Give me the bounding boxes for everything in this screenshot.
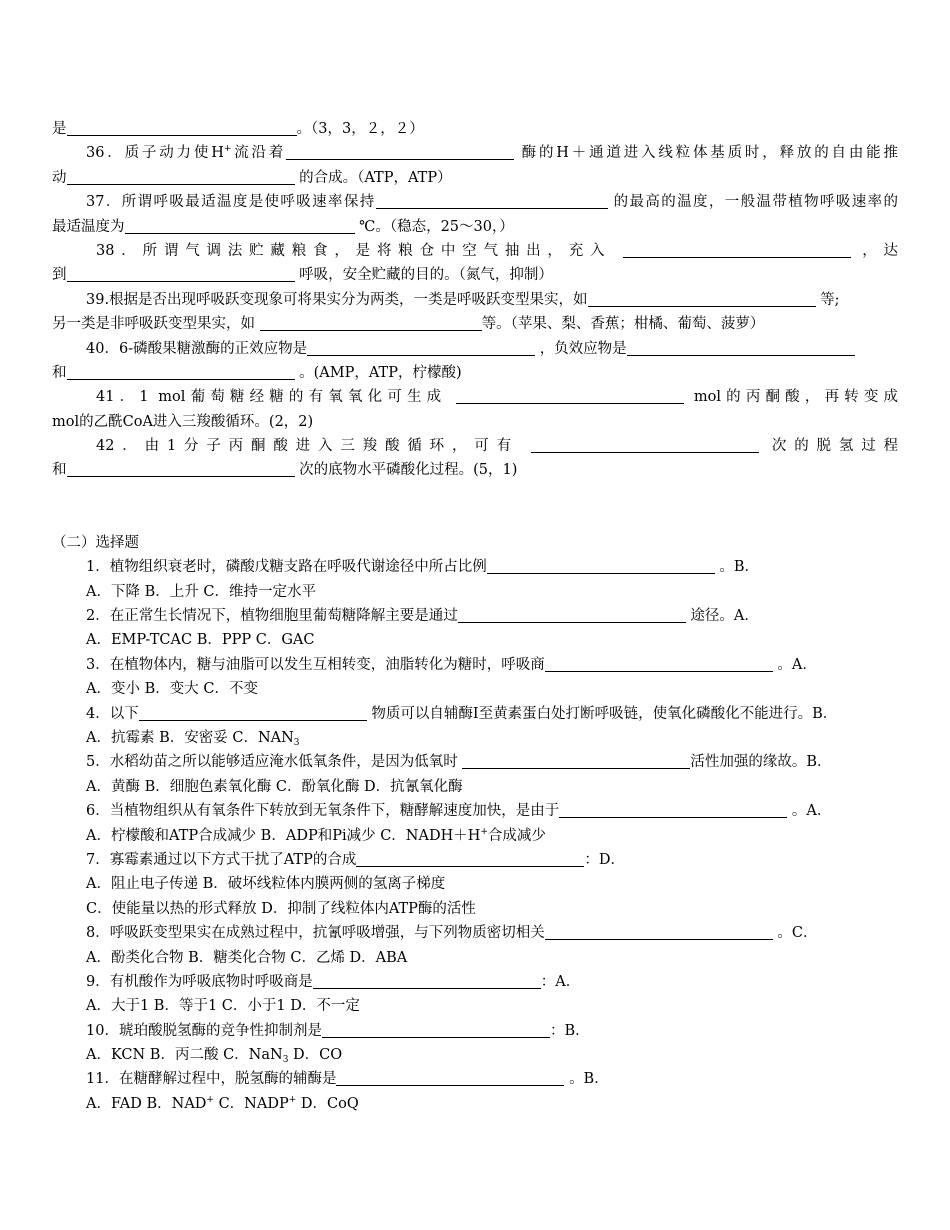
choice-q2: 2．在正常生长情况下，植物细胞里葡萄糖降解主要是通过 途径。A． xyxy=(86,608,759,625)
choice-q3: 3．在植物体内，糖与油脂可以发生互相转变，油脂转化为糖时，呼吸商 。A． xyxy=(86,656,817,673)
choice-q11: 11．在糖酵解过程中，脱氢酶的辅酶是 。B． xyxy=(86,1071,609,1088)
answer-blank[interactable] xyxy=(67,169,295,185)
answer-blank[interactable] xyxy=(623,242,851,258)
q36-line1: 36．质子动力使H+流沿着 酶的H＋通道进入线粒体基质时，释放的自由能推 xyxy=(86,144,898,162)
choice-q10: 10．琥珀酸脱氢酶的竞争性抑制剂是 ：B． xyxy=(86,1022,590,1039)
choice-q1: 1．植物组织衰老时，磷酸戊糖支路在呼吸代谢途径中所占比例 。B． xyxy=(86,559,759,576)
answer-blank[interactable] xyxy=(336,1070,564,1086)
q37-line2: 最适温度为 ℃。（稳态，25～30，） xyxy=(52,218,514,235)
worksheet-page xyxy=(52,117,898,1116)
choice-q11-options: A．FAD B．NAD+ C．NADP+ D．CoQ xyxy=(86,1094,359,1112)
q40-line1: 40．6-磷酸果糖激酶的正效应物是 ，负效应物是 xyxy=(52,337,898,361)
answer-blank[interactable] xyxy=(260,315,482,331)
answer-blank[interactable] xyxy=(67,461,295,477)
choice-q10-options: A．KCN B．丙二酸 C．NaN$_3$ D．CO xyxy=(86,1047,343,1066)
q41-line1: 41．1 mol葡萄糖经糖的有氧氧化可生成 mol的丙酮酸，再转变成 xyxy=(96,389,899,406)
choice-q9: 9．有机酸作为呼吸底物时呼吸商是 ：A． xyxy=(86,973,581,990)
answer-blank[interactable] xyxy=(322,1022,550,1038)
q39-line1: 39.根据是否出现呼吸跃变现象可将果实分为两类，一类是呼吸跃变型果实，如 等; xyxy=(86,291,840,308)
answer-blank[interactable] xyxy=(67,120,297,136)
answer-blank[interactable] xyxy=(313,973,541,989)
q41-line2: mol的乙酰CoA进入三羧酸循环。(2，2) xyxy=(52,413,314,430)
choice-q9-options: A．大于1 B．等于1 C．小于1 D．不一定 xyxy=(86,998,360,1015)
choice-q5: 5．水稻幼苗之所以能够适应淹水低氧条件，是因为低氧时 活性加强的缘故。B． xyxy=(86,754,832,771)
q38-line1: 38．所谓气调法贮藏粮食，是将粮仓中空气抽出，充入 ，达 xyxy=(96,242,899,259)
answer-blank[interactable] xyxy=(456,388,684,404)
choice-q6-options: A．柠檬酸和ATP合成减少 B．ADP和Pi减少 C．NADH＋H+合成减少 xyxy=(86,826,546,844)
choice-q4: 4．以下 物质可以自辅酶Ⅰ至黄素蛋白处打断呼吸链，使氧化磷酸化不能进行。B． xyxy=(86,705,838,722)
choice-q7-options-2: C．使能量以热的形式释放 D．抑制了线粒体内ATP酶的活性 xyxy=(86,900,476,917)
choice-q7-options: A．阻止电子传递 B．破坏线粒体内膜两侧的氢离子梯度 xyxy=(86,876,446,893)
choice-q8-options: A．酚类化合物 B．糖类化合物 C．乙烯 D．ABA xyxy=(86,949,408,966)
q42-line1: 42．由1分子丙酮酸进入三羧酸循环，可有 次的脱氢过程 xyxy=(96,438,899,455)
answer-blank[interactable] xyxy=(307,340,535,356)
answer-blank[interactable] xyxy=(67,266,295,282)
answer-blank[interactable] xyxy=(125,218,355,234)
answer-blank[interactable] xyxy=(462,753,690,769)
answer-blank[interactable] xyxy=(531,437,759,453)
choice-q8: 8．呼吸跃变型果实在成熟过程中，抗氰呼吸增强，与下列物质密切相关 。C． xyxy=(86,925,818,942)
q36-line2: 动 的合成。（ATP，ATP） xyxy=(52,169,452,186)
choice-q7: 7．寡霉素通过以下方式干扰了ATP的合成 ：D． xyxy=(86,851,625,868)
answer-blank[interactable] xyxy=(67,364,295,380)
q37-line1: 37．所谓呼吸最适温度是使呼吸速率保持 的最高的温度，一般温带植物呼吸速率的 xyxy=(86,194,899,211)
choice-q5-options: A．黄酶 B．细胞色素氧化酶 C．酚氧化酶 D．抗氰氧化酶 xyxy=(86,778,463,795)
choice-q4-options: A．抗霉素 B．安密妥 C．$NAN_3$ xyxy=(86,729,300,748)
answer-blank[interactable] xyxy=(545,924,773,940)
answer-blank[interactable] xyxy=(139,705,367,721)
choice-heading: （二）选择题 xyxy=(52,534,139,551)
section-gap xyxy=(52,483,898,531)
answer-blank[interactable] xyxy=(588,291,816,307)
answer-blank[interactable] xyxy=(559,802,787,818)
choice-q3-options: A．变小 B．变大 C．不变 xyxy=(86,681,258,698)
q40-line2: 和 。(AMP，ATP，柠檬酸) xyxy=(52,364,462,381)
answer-blank[interactable] xyxy=(545,656,773,672)
answer-blank[interactable] xyxy=(627,340,855,356)
q42-line2: 和 次的底物水平磷酸化过程。(5，1) xyxy=(52,462,518,479)
q39-line2: 另一类是非呼吸跃变型果实，如 等。（苹果、梨、香蕉；柑橘、葡萄、菠萝） xyxy=(52,316,765,333)
q35-tail: 是 。（3，3，２，２） xyxy=(52,121,424,137)
q38-line2: 到 呼吸，安全贮藏的目的。（氮气，抑制） xyxy=(52,267,553,284)
answer-blank[interactable] xyxy=(286,144,514,160)
answer-blank[interactable] xyxy=(487,558,715,574)
answer-blank[interactable] xyxy=(356,851,584,867)
answer-blank[interactable] xyxy=(376,193,608,209)
choice-q2-options: A．EMP-TCAC B．PPP C．GAC xyxy=(86,632,315,649)
answer-blank[interactable] xyxy=(458,607,686,623)
choice-q1-options: A．下降 B．上升 C．维持一定水平 xyxy=(86,583,316,600)
choice-q6: 6．当植物组织从有氧条件下转放到无氧条件下，糖酵解速度加快，是由于 。A． xyxy=(86,803,832,820)
